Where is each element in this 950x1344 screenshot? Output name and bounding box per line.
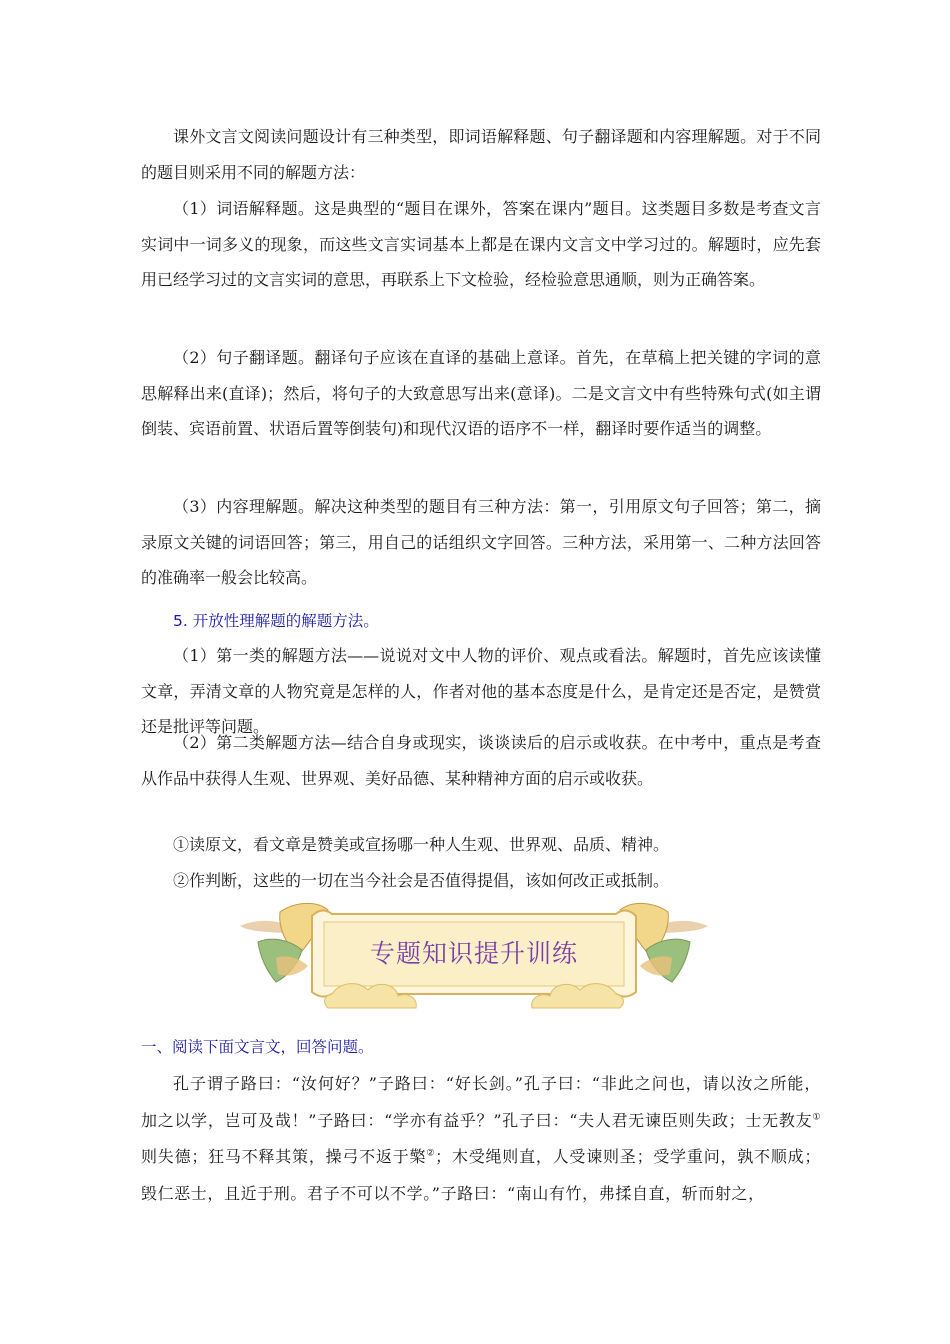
section5-paragraph-2: （2）第二类解题方法—结合自身或现实，谈谈读后的启示或收获。在中考中，重点是考查从作品中获得人生观、世界观、美好品德、某种精神方面的启示或收获。 [141, 733, 821, 788]
section5-step-1: ①读原文，看文章是赞美或宣扬哪一种人生观、世界观、品质、精神。 [173, 835, 670, 854]
section5-step-2: ②作判断，这些的一切在当今社会是否值得提倡，该如何改正或抵制。 [173, 871, 670, 890]
exercise-heading: 一、阅读下面文言文，回答问题。 [141, 1038, 374, 1056]
section5-paragraph-1: （1）第一类的解题方法——说说对文中人物的评价、观点或看法。解题时，首先应该读懂文章，弄清文章的人物究竟是怎样的人，作者对他的基本态度是什么，是肯定还是否定，是赞赏还是批评等问题。 [141, 646, 821, 736]
banner-title: 专题知识提升训练 [369, 939, 578, 968]
section5-heading: 5. 开放性理解题的解题方法。 [173, 612, 379, 630]
exercise-text-part-2: 则失德；狂马不释其策，操弓不返于檠 [141, 1147, 427, 1166]
exercise-text-part-3: ；木受绳则直，人受谏则圣；受学重问，孰不顺成；毁仁恶士，且近于刑。君子不可以不学。”子路曰：“南山有竹，弗揉自直，斩而射之， [141, 1147, 821, 1203]
method-sentence-translation: （2）句子翻译题。翻译句子应该在直译的基础上意译。首先，在草稿上把关键的字词的意思解释出来(直译)；然后，将句子的大致意思写出来(意译)。二是文言文中有些特殊句式(如主谓倒装、宾语前置、状语后置等倒装句)和现代汉语的语序不一样，翻译时要作适当的调整。 [141, 348, 821, 438]
left-feather [276, 956, 308, 975]
right-feather [640, 956, 672, 975]
footnote-marker-2: ② [426, 1148, 436, 1159]
intro-paragraph: 课外文言文阅读问题设计有三种类型，即词语解释题、句子翻译题和内容理解题。对于不同的题目则采用不同的解题方法： [141, 127, 821, 182]
method-content-understanding: （3）内容理解题。解决这种类型的题目有三种方法：第一，引用原文句子回答；第二，摘录原文关键的词语回答；第三，用自己的话组织文字回答。三种方法，采用第一、二种方法回答的准确率一般会比较高。 [141, 497, 821, 587]
exercise-text-part-1: 孔子谓子路曰：“汝何好？”子路曰：“好长剑。”孔子曰：“非此之问也，请以汝之所能，加之以学，岂可及哉！”子路曰：“学亦有益乎？”孔子曰：“夫人君无谏臣则失政；士无教友 [141, 1074, 821, 1130]
footnote-marker-1: ① [812, 1112, 821, 1123]
section-banner [228, 898, 720, 1018]
exercise-classical-text [141, 1066, 821, 1212]
method-word-explanation: （1）词语解释题。这是典型的“题目在课外，答案在课内”题目。这类题目多数是考查文言实词中一词多义的现象，而这些文言实词基本上都是在课内文言文中学习过的。解题时，应先套用已经学习过的文言实词的意思，再联系上下文检验，经检验意思通顺，则为正确答案。 [141, 199, 821, 289]
